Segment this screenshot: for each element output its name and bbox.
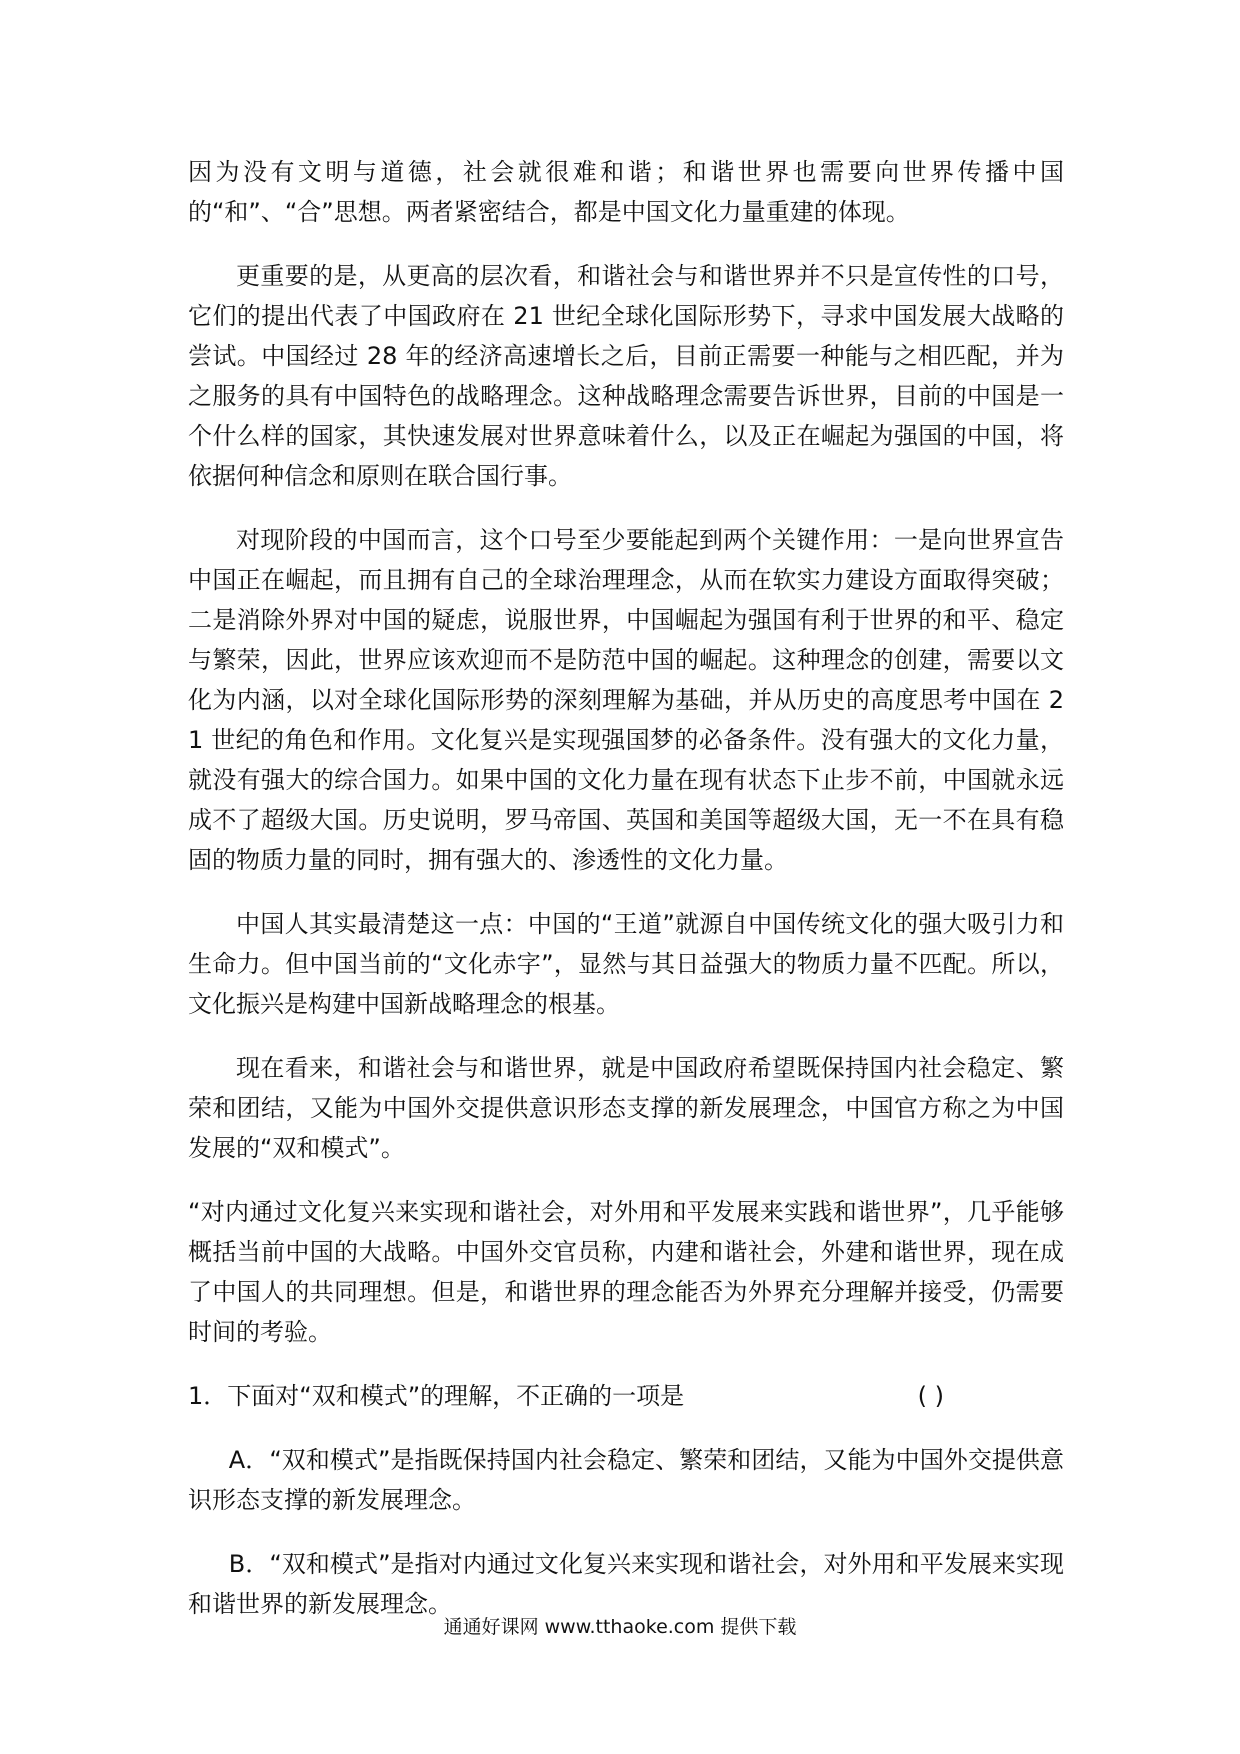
paragraph-4: 中国人其实最清楚这一点：中国的“王道”就源自中国传统文化的强大吸引力和生命力。但中国当前的“文化赤字”，显然与其日益强大的物质力量不匹配。所以，文化振兴是构建中国新战略理念的根基。 xyxy=(188,910,1064,1018)
paragraph-2: 更重要的是，从更高的层次看，和谐社会与和谐世界并不只是宣传性的口号，它们的提出代表了中国政府在 21 世纪全球化国际形势下，寻求中国发展大战略的尝试。中国经过 28 年的经济高速增长之后，目前正需要一种能与之相匹配，并为之服务的具有中国特色的战略理念。这种战略理念需要告诉世界，目前的中国是一个什么样的国家，其快速发展对世界意味着什么，以及正在崛起为强国的中国，将依据何种信念和原则在联合国行事。 xyxy=(188,262,1064,490)
paragraph-6: “对内通过文化复兴来实现和谐社会，对外用和平发展来实践和谐世界”，几乎能够概括当前中国的大战略。中国外交官员称，内建和谐社会，外建和谐世界，现在成了中国人的共同理想。但是，和谐世界的理念能否为外界充分理解并接受，仍需要时间的考验。 xyxy=(188,1198,1064,1346)
paragraph-5: 现在看来，和谐社会与和谐世界，就是中国政府希望既保持国内社会稳定、繁荣和团结，又能为中国外交提供意识形态支撑的新发展理念，中国官方称之为中国发展的“双和模式”。 xyxy=(188,1054,1064,1162)
option-b: B．“双和模式”是指对内通过文化复兴来实现和谐社会，对外用和平发展来实现和谐世界的新发展理念。 xyxy=(188,1550,1064,1618)
page-footer: 通通好课网 www.tthaoke.com 提供下载 xyxy=(443,1616,797,1638)
question-1 xyxy=(188,1376,1064,1416)
paragraph-1: 因为没有文明与道德，社会就很难和谐；和谐世界也需要向世界传播中国的“和”、“合”思想。两者紧密结合，都是中国文化力量重建的体现。 xyxy=(188,158,1064,226)
paragraph-3: 对现阶段的中国而言，这个口号至少要能起到两个关键作用：一是向世界宣告中国正在崛起，而且拥有自己的全球治理理念，从而在软实力建设方面取得突破；二是消除外界对中国的疑虑，说服世界，中国崛起为强国有利于世界的和平、稳定与繁荣，因此，世界应该欢迎而不是防范中国的崛起。这种理念的创建，需要以文化为内涵，以对全球化国际形势的深刻理解为基础，并从历史的高度思考中国在 21 世纪的角色和作用。文化复兴是实现强国梦的必备条件。没有强大的文化力量，就没有强大的综合国力。如果中国的文化力量在现有状态下止步不前，中国就永远成不了超级大国。历史说明，罗马帝国、英国和美国等超级大国，无一不在具有稳固的物质力量的同时，拥有强大的、渗透性的文化力量。 xyxy=(188,526,1064,874)
option-a: A．“双和模式”是指既保持国内社会稳定、繁荣和团结，又能为中国外交提供意识形态支撑的新发展理念。 xyxy=(188,1446,1064,1514)
question-stem: 1．下面对“双和模式”的理解，不正确的一项是 xyxy=(188,1382,685,1410)
answer-bracket: ( ) xyxy=(917,1382,944,1410)
document-body xyxy=(188,152,1064,1648)
